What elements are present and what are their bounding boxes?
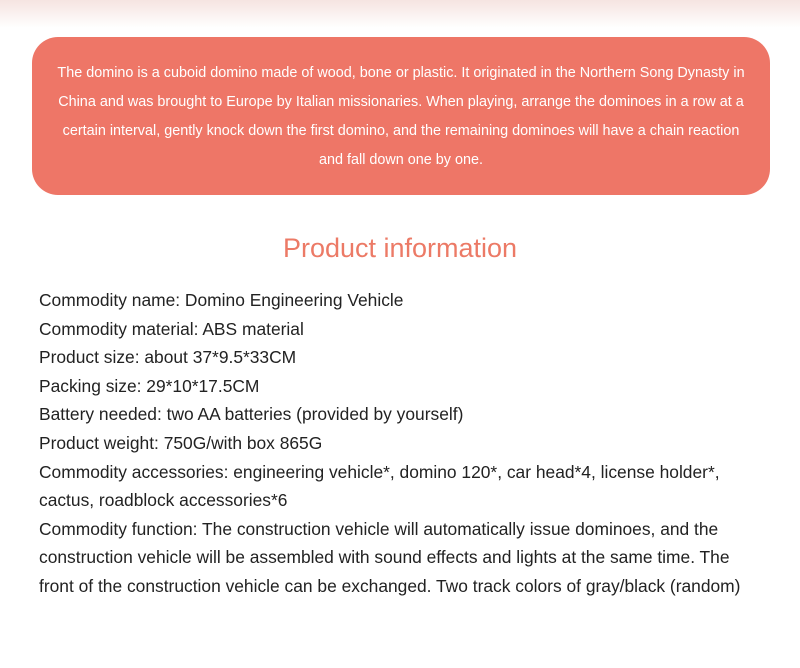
product-weight: Product weight: 750G/with box 865G [39,432,323,453]
intro-banner [32,37,770,195]
intro-text: The domino is a cuboid domino made of wood, bone or plastic. It originated in the Northern Song Dynasty in China and was brought to Europe by Italian missionaries. When playing, arrange the dominoes in a row at a certain interval, gently knock down the first domino, and the remaining dominoes will have a chain reaction and fall down one by one. [57,65,745,168]
product-info-list [39,286,769,601]
commodity-name: Commodity name: Domino Engineering Vehicle [39,290,404,310]
top-fade-band [0,0,800,28]
commodity-function: Commodity function: The construction vehicle will automatically issue dominoes, and the construction vehicle will be assembled with sound effects and lights at the same time. The front of the construction vehicle can be exchanged. Two track colors of gray/black (random) [39,518,741,596]
packing-size: Packing size: 29*10*17.5CM [39,375,260,396]
battery-needed: Battery needed: two AA batteries (provided by yourself) [39,404,464,425]
commodity-material: Commodity material: ABS material [39,318,304,339]
commodity-accessories: Commodity accessories: engineering vehicle*, domino 120*, car head*4, license holder*, cactus, roadblock accessories*6 [39,461,720,511]
section-title: Product information [282,233,518,263]
product-size: Product size: about 37*9.5*33CM [39,347,297,368]
